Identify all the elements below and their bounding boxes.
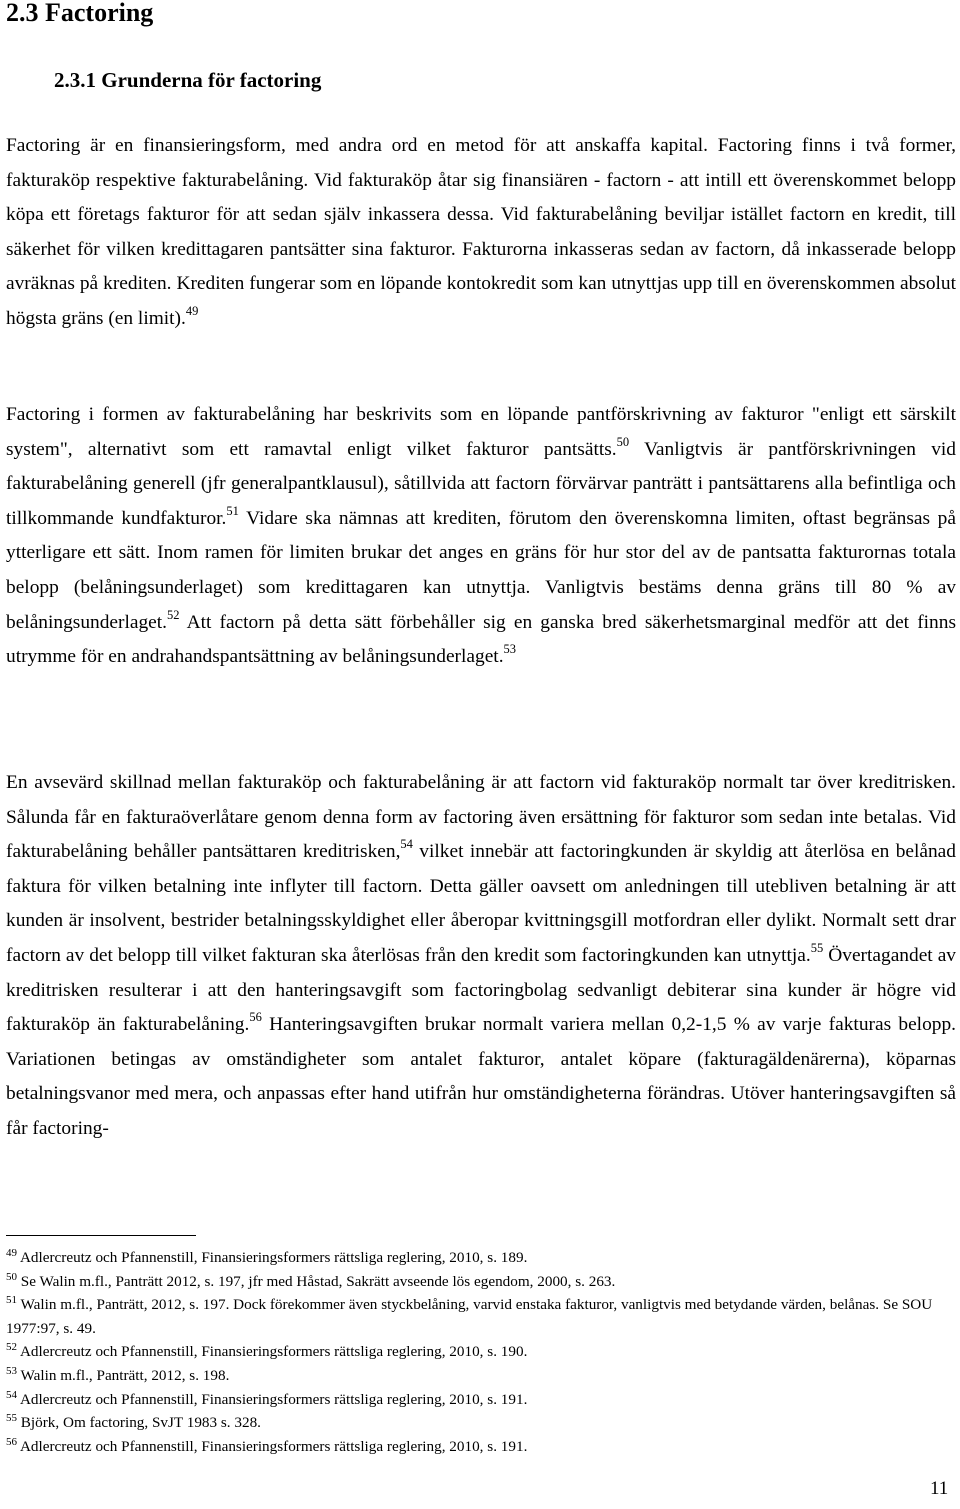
page-number: 11 [930,1478,949,1499]
paragraph-text: Vanligtvis är pantförskrivningen vid fakturabelåning generell (jfr generalpantklausul), såtillvida att factorn förvärvar panträtt i pantsättarens alla befintliga och tillkommande kundfakturor. [6,438,956,529]
footnote-number: 56 [6,1435,17,1448]
footnote-text: Björk, Om factoring, SvJT 1983 s. 328. [20,1414,261,1432]
paragraph-text: Övertagandet av kreditrisken resulterar i att den hanteringsavgift som factoringbolag sedvanligt debiterar sina kunder är högre vid fakturaköp än fakturabelåning. [6,944,956,1036]
paragraph-text: Hanteringsavgiften brukar normalt variera mellan 0,2-1,5 % av varje fakturas belopp. Variationen betingas av omständigheter som antalet fakturor, antalet köpare (fakturagäldenärerna), köparnas betalningsvanor med mera, och anpassas efter hand utifrån hur omständigheterna förändras. Utöver hanteringsavgiften så får factoring- [6,1014,957,1139]
footnote-55 [6,1411,956,1435]
footnote-ref: 52 [167,607,180,622]
footnote-number: 50 [6,1270,17,1283]
footnote-number: 49 [6,1247,17,1259]
paragraph-2 [6,398,956,675]
footnote-49 [6,1246,956,1270]
footnote-text: Adlercreutz och Pfannenstill, Finansieringsformers rättsliga reglering, 2010, s. 191. [19,1390,528,1408]
footnote-text: Walin m.fl., Panträtt, 2012, s. 197. Dock förekommer även styckbelåning, varvid enstaka fakturor, vanligtvis med betydande värden, belånas. Se SOU 1977:97, s. 49. [6,1296,933,1337]
footnote-ref: 56 [249,1010,262,1025]
footnote-text: Adlercreutz och Pfannenstill, Finansieringsformers rättsliga reglering, 2010, s. 191. [19,1437,528,1455]
footnote-number: 55 [6,1412,17,1425]
footnote-text: Adlercreutz och Pfannenstill, Finansieringsformers rättsliga reglering, 2010, s. 189. [19,1249,528,1266]
paragraph-text: Factoring i formen av fakturabelåning har beskrivits som en löpande pantförskrivning av fakturor "enligt ett särskilt system", alternativt som ett ramavtal enligt vilket fakturor pantsätts. [6,404,956,460]
footnote-ref: 50 [616,434,630,449]
footnote-text: Se Walin m.fl., Panträtt 2012, s. 197, jfr med Håstad, Sakrätt avseende lös egendom, 2000, s. 263. [20,1272,616,1290]
paragraph-text: En avsevärd skillnad mellan fakturaköp och fakturabelåning är att factorn vid fakturaköp normalt tar över kreditrisken. Sålunda får en fakturaöverlåtare genom denna form av factoring även ersättning för fakturor som sedan inte betalas. Vid fakturabelåning behåller pantsättaren kreditrisken, [6,772,956,863]
footnote-51 [6,1293,956,1340]
footnote-number: 52 [6,1341,17,1354]
footnote-ref: 55 [810,940,824,955]
footnote-52 [6,1340,956,1364]
footnote-number: 51 [6,1294,17,1307]
footnote-ref: 53 [503,642,517,657]
footnote-ref: 49 [185,303,199,318]
subsection-heading: 2.3.1 Grunderna för factoring [54,68,322,92]
footnote-number: 54 [6,1388,17,1401]
section-heading: 2.3 Factoring [6,0,154,27]
footnote-53 [6,1364,956,1388]
paragraph-text: vilket innebär att factoringkunden är skyldig att återlösa en belånad faktura för vilken betalning inte inflyter till factorn. Detta gäller oavsett om anledningen till utebliven betalning är att kunden är insolvent, bestrider betalningsskyldighet eller åberopar kvittningsgill motfordran eller dylikt. Normalt sett drar factorn av det belopp till vilket fakturan ska återlösas från den kredit som factoringkunden kan utnyttja. [6,841,956,966]
footnote-text: Walin m.fl., Panträtt, 2012, s. 198. [20,1366,230,1384]
footnote-divider [6,1235,196,1236]
footnote-text: Adlercreutz och Pfannenstill, Finansieringsformers rättsliga reglering, 2010, s. 190. [19,1343,528,1361]
paragraph-text: Factoring är en finansieringsform, med andra ord en metod för att anskaffa kapital. Factoring finns i två former, fakturaköp respektive fakturabelåning. Vid fakturaköp åtar sig finansiären - factorn - att intill ett överenskommet belopp köpa ett företags fakturor för att sedan själv inkassera dessa. Vid fakturabelåning beviljar istället factorn en kredit, till säkerhet för vilken kredittagaren pantsätter sina fakturor. Fakturorna inkasseras sedan av factorn, då inkasserade belopp avräknas på krediten. Krediten fungerar som en löpande kontokredit som kan utnyttjas upp till en överenskommen absolut högsta gräns (en limit). [6,135,956,329]
footnote-50 [6,1270,956,1294]
footnote-ref: 54 [400,837,413,852]
footnotes [6,1246,956,1458]
footnote-54 [6,1388,956,1412]
footnote-56 [6,1435,956,1459]
paragraph-3 [6,766,956,1147]
paragraph-text: Att factorn på detta sätt förbehåller sig en ganska bred säkerhetsmarginal medför att det finns utrymme för en andrahandspantsättning av belåningsunderlaget. [6,611,956,668]
footnote-number: 53 [6,1364,17,1377]
paragraph-1 [6,129,956,337]
paragraph-text: Vidare ska nämnas att krediten, förutom den överenskomna limiten, oftast begränsas på ytterligare ett sätt. Inom ramen för limiten brukar det anges en gräns för hur stor del av de pantsatta fakturornas totala belopp (belåningsunderlaget) som kredittagaren kan utnyttja. Vanligtvis bestäms denna gräns till 80 % av belåningsunderlaget. [6,507,956,633]
footnote-ref: 51 [226,503,239,518]
